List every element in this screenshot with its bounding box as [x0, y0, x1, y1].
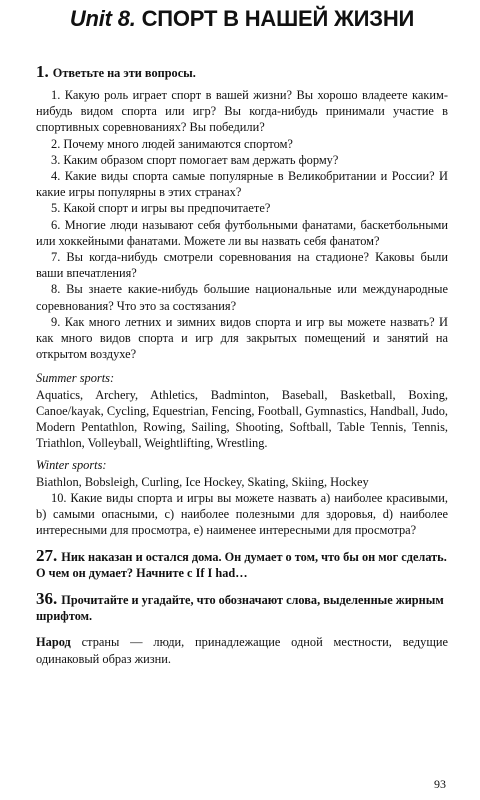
winter-sports-list: Biathlon, Bobsleigh, Curling, Ice Hockey, Skating, Skiing, Hockey	[36, 474, 369, 489]
question-item: 8. Вы знаете какие-нибудь большие национальные или международные соревнования? Что это за состязания?	[36, 282, 448, 313]
exercise-number: 1.	[36, 62, 49, 81]
definition-text	[36, 634, 448, 666]
exercise-instruction: Прочитайте и угадайте, что обозначают слова, выделенные жирным шрифтом.	[36, 593, 444, 624]
question-item: 5. Какой спорт и игры вы предпочитаете?	[51, 201, 271, 216]
exercise-1	[36, 64, 448, 538]
unit-topic: СПОРТ В НАШЕЙ ЖИЗНИ	[141, 6, 415, 31]
exercise-27-heading	[36, 548, 448, 581]
exercise-36	[36, 591, 448, 666]
exercise-instruction: Ник наказан и остался дома. Он думает о том, что бы он мог сделать. О чем он думает? Начните с If I had…	[36, 550, 447, 581]
unit-number: Unit 8.	[69, 6, 136, 31]
page-number: 93	[434, 777, 446, 791]
summer-sports-label: Summer sports:	[36, 371, 115, 386]
definition-body: страны — люди, принадлежащие одной местности, ведущие одинаковый образ жизни.	[36, 635, 448, 666]
question-item: 3. Каким образом спорт помогает вам держать форму?	[51, 152, 339, 167]
unit-title	[36, 0, 448, 32]
question-item: 2. Почему много людей занимаются спортом?	[51, 136, 293, 151]
exercise-number: 27.	[36, 546, 58, 566]
question-item: 9. Как много летних и зимних видов спорта и игр вы можете назвать? И как много видов спорта и игр для закрытых помещений и занятий на открытом воздухе?	[36, 314, 448, 362]
bold-term: Народ	[36, 635, 71, 650]
question-item: 1. Какую роль играет спорт в вашей жизни? Вы хорошо владеете каким-нибудь видом спорта или игр? Вы когда-нибудь принимали участие в спортивных соревнованиях? Вы победили?	[36, 88, 448, 135]
winter-sports-label: Winter sports:	[36, 458, 107, 473]
summer-sports-list: Aquatics, Archery, Athletics, Badminton, Baseball, Basketball, Boxing, Canoe/kayak, Cycling, Equestrian, Fencing, Football, Gymnastics, Handball, Judo, Modern Pentathlon, Rowing, Sailing, Shooting, Softball, Table Tennis, Tennis, Triathlon, Volleyball, Weightlifting, Wrestling.	[36, 387, 448, 451]
exercise-number: 36.	[36, 589, 58, 609]
question-item: 7. Вы когда-нибудь смотрели соревнования на стадионе? Каковы были ваши впечатления?	[36, 250, 448, 281]
exercise-1-heading	[36, 64, 448, 81]
question-item: 10. Какие виды спорта и игры вы можете назвать a) наиболее красивыми, b) самыми опасными, c) наиболее полезными для здоровья, d) наиболее интересными для просмотра, e) наименее интересными для просмотра?	[36, 490, 448, 538]
exercise-27	[36, 548, 448, 581]
question-item: 4. Какие виды спорта самые популярные в Великобритании и России? И какие игры популярны в этих странах?	[36, 169, 448, 200]
exercise-instruction: Ответьте на эти вопросы.	[52, 66, 196, 80]
question-item: 6. Многие люди называют себя футбольными фанатами, баскетбольными или хоккейными фанатами. Можете ли вы назвать себя фанатом?	[36, 217, 448, 248]
exercise-36-heading	[36, 591, 448, 624]
question-list	[36, 87, 448, 362]
